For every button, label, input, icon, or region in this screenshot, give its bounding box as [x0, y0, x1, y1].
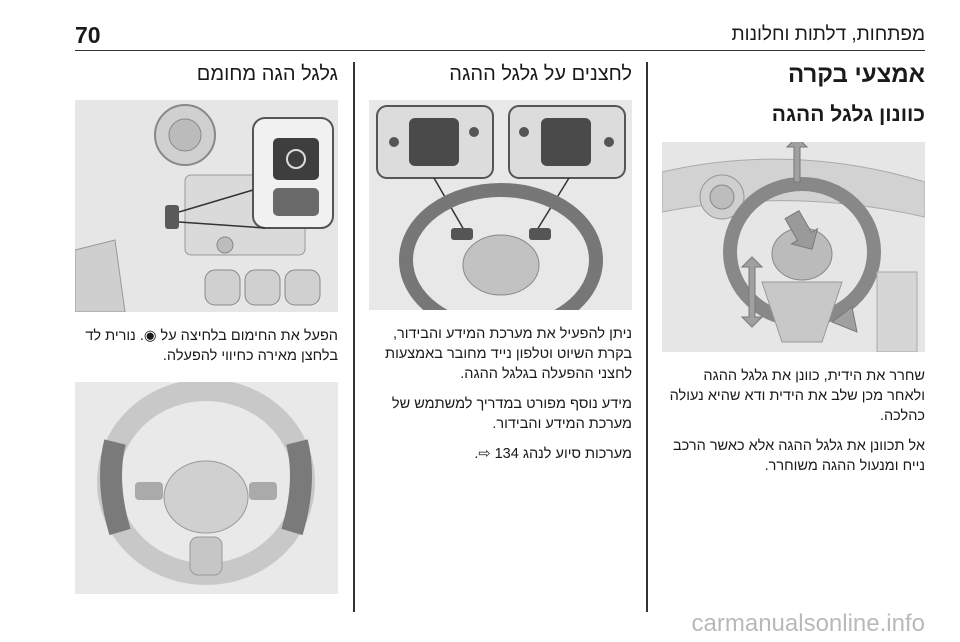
steering-buttons-illustration — [369, 100, 632, 310]
steering-wheel-heated-zones-illustration — [75, 382, 338, 594]
column-heated-wheel — [75, 62, 338, 594]
watermark: carmanualsonline.info — [691, 610, 925, 637]
page-number: 70 — [75, 22, 101, 48]
column-divider — [646, 62, 648, 612]
column-controls — [662, 62, 925, 476]
column-divider — [353, 62, 355, 612]
paragraph: הפעל את החימום בלחיצה על ◉. נורית לד בלחצן מאירה כחיווי להפעלה. — [85, 328, 338, 364]
paragraph: אל תכוונן את גלגל ההגה אלא כאשר הרכב נייח ומנעול ההגה משוחרר. — [673, 438, 925, 474]
section-heading-steering-adjustment: כוונון גלגל ההגה — [771, 103, 925, 126]
section-heading-heated-steering-wheel: גלגל הגה מחומם — [196, 63, 338, 85]
column-steering-controls — [369, 62, 632, 464]
paragraph: ניתן להפעיל את מערכת המידע והבידור, בקרת השיוט וטלפון נייד מחובר באמצעות לחצני ההפעלה בגלגל ההגה. — [385, 326, 632, 382]
chapter-heading: אמצעי בקרה — [787, 61, 925, 88]
steering-adjustment-illustration — [662, 142, 925, 352]
section-title: מפתחות, דלתות וחלונות — [731, 24, 925, 45]
paragraph: שחרר את הידית, כוונן את גלגל ההגה ולאחר מכן שלב את הידית ודא שהיא נעולה כהלכה. — [669, 368, 925, 424]
cross-reference: מערכות סיוע לנהג 134 ⇨. — [474, 446, 632, 462]
section-heading-steering-wheel-buttons: לחצנים על גלגל ההגה — [449, 63, 632, 85]
page-header — [75, 0, 925, 51]
paragraph: מידע נוסף מפורט במדריך למשתמש של מערכת המידע והבידור. — [391, 396, 632, 432]
heated-wheel-button-illustration — [75, 100, 338, 312]
